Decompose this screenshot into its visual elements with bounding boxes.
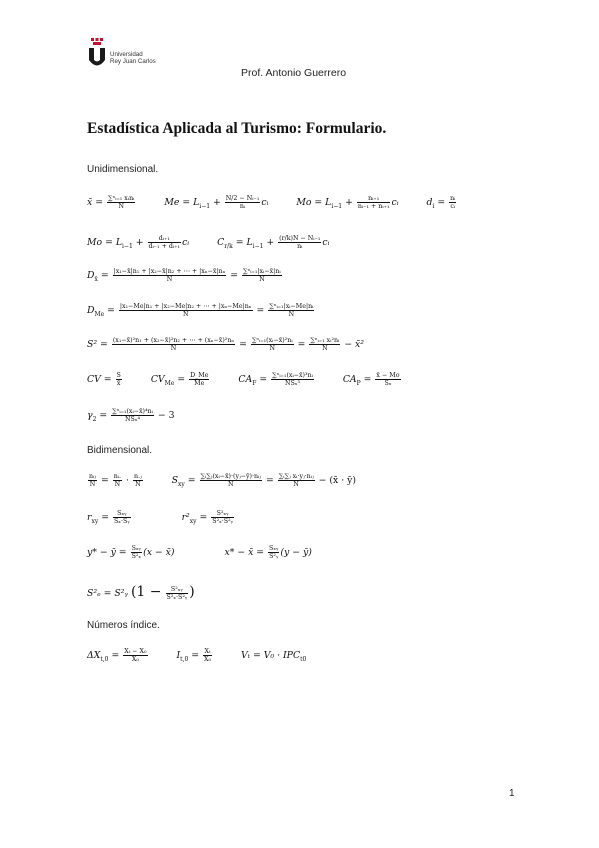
nij-fraction-1 <box>88 473 97 488</box>
logo-line-1: Universidad <box>110 51 143 58</box>
formula-row-nij <box>87 473 356 488</box>
r2xy-eq: = <box>199 512 208 524</box>
cv-num: S <box>116 372 121 379</box>
mean-lhs: x̄ = <box>87 197 103 209</box>
sxy-fraction-1 <box>200 473 262 488</box>
se2-open: (1 − <box>130 584 162 600</box>
se2-num: S²ₓᵧ <box>166 586 189 594</box>
me-plus: + <box>213 197 221 209</box>
crk-plus: + <box>266 237 275 249</box>
page-number: 1 <box>509 788 515 799</box>
it0-fraction <box>203 648 212 663</box>
mean-fraction <box>107 195 135 210</box>
nij-eq: = <box>100 475 109 487</box>
caf-eq: = <box>259 374 268 386</box>
section-unidimensional: Unidimensional. <box>87 164 159 175</box>
formula-row-se2 <box>87 584 195 601</box>
it0-lhs: I <box>176 650 181 662</box>
dme-den2: N <box>288 311 295 319</box>
cvme-num: D_Me <box>190 372 209 379</box>
sxy-den1: N <box>227 481 234 489</box>
s2-den2: N <box>269 345 275 353</box>
formula-row-dx <box>87 268 283 283</box>
it0-num: Xₜ <box>204 648 211 655</box>
dx-den2: N <box>259 276 265 284</box>
page-title: Estadística Aplicada al Turismo: Formulario. <box>87 120 387 137</box>
sxy-fraction-2 <box>278 473 315 488</box>
section-numeros-indice: Números índice. <box>87 620 160 631</box>
se2-fraction <box>166 586 189 601</box>
cap-num: x̄ − Mo <box>376 372 400 379</box>
s2-fraction-3 <box>309 337 340 352</box>
cvme-fraction <box>189 372 209 387</box>
caf-sub: F <box>252 380 257 388</box>
nij-fraction-2 <box>113 473 122 488</box>
se2-den: S²ₓ·S²ᵧ <box>166 594 188 601</box>
section-bidimensional: Bidimensional. <box>87 445 153 456</box>
logo-line-2: Rey Juan Carlos <box>110 58 156 66</box>
nij-fraction-3 <box>133 473 143 488</box>
regx-num: Sₓᵧ <box>269 545 279 552</box>
rxy-fraction <box>113 510 131 525</box>
crk-den: nᵢ <box>297 243 303 251</box>
s2-eq3: = <box>297 339 306 351</box>
it0-eq: = <box>191 650 200 662</box>
cv-lhs: CV = <box>87 374 112 386</box>
cap-lhs: CA <box>342 374 357 386</box>
dx-lhs: D <box>87 270 95 282</box>
mo1-num: nᵢ₊₁ <box>357 195 391 203</box>
regy-lhs: y* − ȳ = <box>87 547 127 559</box>
dx-eq2: = <box>230 270 239 282</box>
dme-eq: = <box>107 305 115 317</box>
crk-sub2: i−1 <box>252 243 264 251</box>
sxy-tail: − (x̄ · ȳ) <box>318 475 356 487</box>
s2-den3: N <box>322 345 328 353</box>
s2-fraction-1 <box>112 337 235 352</box>
mo2-num: dᵢ₊₁ <box>148 235 182 243</box>
g2-lhs: γ <box>87 410 93 422</box>
di-fraction <box>449 195 456 210</box>
mo2-sub: i−1 <box>122 243 133 251</box>
dxt-num: Xₜ − X₀ <box>124 648 147 655</box>
dx-num2: ∑ⁿᵢ₌₁|xᵢ−x̄|nᵢ <box>243 268 281 275</box>
mo1-fraction <box>357 195 391 210</box>
mo1-sub: i−1 <box>331 203 343 211</box>
s2-num2: ∑ⁿᵢ₌₁(xᵢ−x̄)²nᵢ <box>251 337 293 344</box>
nij-den1: N <box>89 481 96 489</box>
formula-row-1 <box>87 195 457 210</box>
me-sub: i−1 <box>199 203 211 211</box>
regy-fraction <box>131 545 143 560</box>
rxy-sub: xy <box>91 518 99 526</box>
r2xy-den: S²ₓ·S²ᵧ <box>212 518 233 526</box>
mo1-den: nᵢ₋₁ + nᵢ₊₁ <box>357 203 390 211</box>
regy-tail: (x − x̄) <box>143 547 175 559</box>
crk-fraction <box>278 235 321 250</box>
cv-fraction <box>116 372 122 387</box>
se2-close: ) <box>189 584 195 600</box>
r2xy-fraction <box>211 510 234 525</box>
dx-num1: |x₁−x̄|n₁ + |x₂−x̄|n₂ + ⋯ + |xₙ−x̄|nₙ <box>113 268 226 275</box>
s2-lhs: S² = <box>87 339 108 351</box>
dx-sub: x̄ <box>94 276 98 284</box>
sxy-num1: ∑ᵢ∑ⱼ(xᵢ−x̄)·(yⱼ−ȳ)·nᵢⱼ <box>200 473 261 480</box>
rxy-num: Sₓᵧ <box>113 510 131 518</box>
sxy-sub: xy <box>178 481 185 489</box>
dxt-sub: t,0 <box>100 656 109 664</box>
s2-eq2: = <box>239 339 247 351</box>
s2-num3: ∑ⁿᵢ₌₁ xᵢ²nᵢ <box>310 337 340 344</box>
formula-row-index <box>87 648 306 663</box>
cap-den: Sₓ <box>384 380 392 388</box>
nij-num2: nᵢ. <box>113 473 122 480</box>
dxt-den: X₀ <box>131 656 139 664</box>
dme-den1: N <box>182 311 189 319</box>
dx-fraction-1 <box>113 268 227 283</box>
sxy-lhs: S <box>171 475 179 487</box>
dme-sub: Me <box>94 311 105 319</box>
dme-fraction-1 <box>119 303 253 318</box>
r2xy-sub: xy <box>189 518 197 526</box>
g2-num: ∑ⁿᵢ₌₁(xᵢ−x̄)⁴nᵢ <box>112 408 153 415</box>
nij-den2: N <box>114 481 121 489</box>
g2-den: NSₓ⁴ <box>124 416 141 424</box>
mo2-plus: + <box>135 237 144 249</box>
formula-row-2 <box>87 235 330 250</box>
nij-num1: nᵢⱼ <box>89 473 96 480</box>
caf-lhs: CA <box>238 374 253 386</box>
me-tail: cᵢ <box>261 197 269 209</box>
vt-sub: t0 <box>300 656 307 664</box>
cap-eq: = <box>363 374 372 386</box>
it0-den: X₀ <box>204 656 212 664</box>
dx-fraction-2 <box>242 268 282 283</box>
cvme-lhs: CV <box>150 374 165 386</box>
dme-num1: |x₁−Me|n₁ + |x₂−Me|n₂ + ⋯ + |xₙ−Me|nₙ <box>119 303 252 310</box>
formula-row-regression <box>87 545 312 560</box>
university-logo <box>88 38 178 70</box>
cvme-sub: Me <box>164 380 175 388</box>
r2xy-num: S²ₓᵧ <box>211 510 234 518</box>
caf-num: ∑ⁿᵢ₌₁(xᵢ−x̄)³nᵢ <box>272 372 313 379</box>
dxt-fraction <box>123 648 147 663</box>
crk-tail: cᵢ <box>322 237 330 249</box>
dx-den1: N <box>166 276 173 284</box>
urjc-logo-icon <box>88 38 106 68</box>
me-den: nᵢ <box>239 203 246 211</box>
regy-den: S²ₓ <box>131 553 142 561</box>
se2-lhs: S²ₑ = S²ᵧ <box>87 588 128 599</box>
mean-den: N <box>118 203 124 211</box>
dme-fraction-2 <box>268 303 314 318</box>
crk-lhs: C <box>217 237 225 249</box>
mo2-den: dᵢ₋₁ + dᵢ₊₁ <box>148 243 181 251</box>
author-header: Prof. Antonio Guerrero <box>241 67 347 79</box>
di-eq: = <box>437 197 446 209</box>
sxy-eq2: = <box>265 475 274 487</box>
di-sub: i <box>432 203 435 211</box>
formula-row-rxy <box>87 510 235 525</box>
me-fraction <box>225 195 261 210</box>
nij-dot: · <box>126 475 129 487</box>
dme-lhs: D <box>87 305 95 317</box>
mo2-fraction <box>148 235 182 250</box>
cv-den: x̄ <box>116 380 121 388</box>
formula-row-dme <box>87 303 315 318</box>
me-lhs: Me = L <box>164 197 200 209</box>
sxy-eq: = <box>187 475 196 487</box>
vt-lhs: Vₜ = V₀ · IPC <box>241 650 301 662</box>
s2-den1: N <box>170 345 177 353</box>
di-lhs: d <box>426 197 433 209</box>
rxy-den: Sₓ·Sᵧ <box>113 518 130 526</box>
caf-den: NSₓ³ <box>284 380 301 388</box>
formula-row-cv <box>87 372 402 387</box>
crk-num: (r/k)N − Nᵢ₋₁ <box>279 235 321 242</box>
s2-num1: (x₁−x̄)²n₁ + (x₂−x̄)²n₂ + ⋯ + (xₙ−x̄)²nₙ <box>112 337 235 344</box>
g2-tail: − 3 <box>157 410 175 422</box>
dme-eq2: = <box>256 305 265 317</box>
dxt-lhs: ΔX <box>87 650 101 662</box>
s2-tail: − x̄² <box>344 339 365 351</box>
regx-lhs: x* − x̄ = <box>224 547 265 559</box>
cap-fraction <box>375 372 400 387</box>
sxy-num2: ∑ᵢ∑ⱼ xᵢ·yⱼ·nᵢⱼ <box>278 473 314 480</box>
regx-tail: (y − ȳ) <box>280 547 312 559</box>
mo2-tail: cᵢ <box>182 237 190 249</box>
dx-eq: = <box>100 270 109 282</box>
formula-row-s2 <box>87 337 364 352</box>
rxy-eq: = <box>101 512 109 524</box>
crk-eq: = L <box>235 237 253 249</box>
mean-num: ∑ⁿᵢ₌₁ xᵢnᵢ <box>107 195 135 202</box>
mo1-tail: cᵢ <box>391 197 399 209</box>
caf-fraction <box>271 372 314 387</box>
mo1-plus: + <box>345 197 353 209</box>
formula-row-gamma <box>87 408 175 423</box>
g2-sub: 2 <box>92 416 97 424</box>
cap-sub: P <box>356 380 361 388</box>
nij-num3: n.ⱼ <box>133 473 142 480</box>
dme-num2: ∑ⁿᵢ₌₁|xᵢ−Me|nᵢ <box>269 303 314 310</box>
me-num: N/2 − Nᵢ₋₁ <box>225 195 260 202</box>
crk-sub: r/k <box>224 243 233 251</box>
dxt-eq: = <box>111 650 120 662</box>
rxy-lhs: r <box>87 512 92 524</box>
regy-num: Sₓᵧ <box>131 545 142 552</box>
cvme-eq: = <box>177 374 186 386</box>
regx-fraction <box>268 545 279 560</box>
mo2-lhs: Mo = L <box>87 237 122 249</box>
s2-fraction-2 <box>251 337 294 352</box>
g2-eq: = <box>99 410 108 422</box>
sxy-den2: N <box>293 481 299 489</box>
di-num: nᵢ <box>450 195 456 202</box>
g2-fraction <box>111 408 154 423</box>
cvme-den: Me <box>194 380 205 388</box>
it0-sub: t,0 <box>180 656 189 664</box>
nij-den3: N <box>135 481 141 489</box>
regx-den: S²ᵧ <box>269 553 279 561</box>
mo1-lhs: Mo = L <box>296 197 332 209</box>
di-den: cᵢ <box>450 203 456 211</box>
r2xy-lhs: r² <box>181 512 190 524</box>
